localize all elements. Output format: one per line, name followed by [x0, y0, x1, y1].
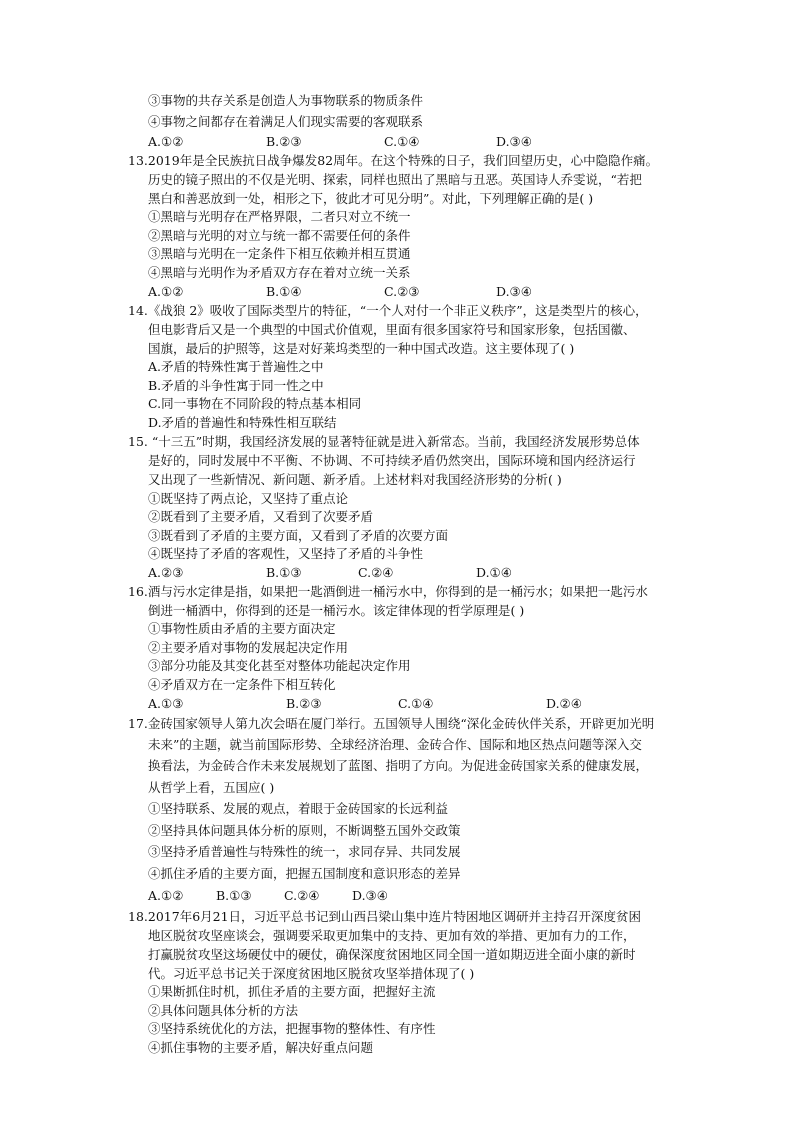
q12-item-4: ④事物之间都存在着满足人们现实需要的客观联系 [148, 114, 424, 129]
q14-option-a[interactable]: A.矛盾的特殊性寓于普遍性之中 [148, 359, 324, 374]
q16-option-a[interactable]: A.①③ [148, 696, 184, 711]
q15-item-3: ③既看到了矛盾的主要方面，又看到了矛盾的次要方面 [148, 528, 449, 543]
q16-stem-line-1: 16.酒与污水定律是指，如果把一匙酒倒进一桶污水中，你得到的是一桶污水；如果把一匙污水 [128, 584, 648, 599]
q13-option-c[interactable]: C.②③ [384, 284, 420, 299]
q17-option-c[interactable]: C.②④ [284, 888, 320, 903]
q17-options [148, 887, 388, 905]
q17-option-d[interactable]: D.③④ [352, 888, 388, 903]
q17-item-4: ④抓住矛盾的主要方面，把握五国制度和意识形态的差异 [148, 866, 461, 881]
q18-item-2: ②具体问题具体分析的方法 [148, 1003, 299, 1018]
q17-option-b[interactable]: B.①③ [216, 888, 252, 903]
q16-option-b[interactable]: B.②③ [286, 696, 322, 711]
q18-stem-line-4: 代。习近平总书记关于深度贫困地区脱贫攻坚举措体现了( ) [148, 966, 475, 981]
q15-stem-line-3: 又出现了一些新情况、新问题、新矛盾。上述材料对我国经济形势的分析( ) [148, 472, 562, 487]
q14-stem-line-1: 14.《战狼 2》吸收了国际类型片的特征，“一个人对付一个非正义秩序”，这是类型片的核心， [128, 303, 648, 318]
q17-stem-line-2: 未来”的主题，就当前国际形势、全球经济治理、金砖合作、国际和地区热点问题等深入交 [148, 737, 642, 752]
q15-stem-line-2: 是好的，同时发展中不平衡、不协调、不可持续矛盾仍然突出，国际环境和国内经济运行 [148, 453, 636, 468]
q12-options [148, 133, 532, 151]
q17-item-3: ③坚持矛盾普遍性与特殊性的统一，求同存异、共同发展 [148, 844, 461, 859]
q16-option-d[interactable]: D.②④ [546, 696, 582, 711]
q17-stem-line-4: 从哲学上看，五国应( ) [148, 780, 275, 795]
q15-option-b[interactable]: B.①③ [266, 565, 302, 580]
q16-options [148, 695, 582, 713]
q13-stem-line-1: 13.2019年是全民族抗日战争爆发82周年。在这个特殊的日子，我们回望历史，心中隐隐作痛。 [128, 153, 659, 168]
q15-item-1: ①既坚持了两点论，又坚持了重点论 [148, 491, 349, 506]
q12-item-3: ③事物的共存关系是创造人为事物联系的物质条件 [148, 93, 424, 108]
q16-item-1: ①事物性质由矛盾的主要方面决定 [148, 621, 336, 636]
q16-item-3: ③部分功能及其变化甚至对整体功能起决定作用 [148, 658, 411, 673]
q17-stem-line-3: 换看法，为金砖合作未来发展规划了蓝图、指明了方向。为促进金砖国家关系的健康发展， [148, 758, 649, 773]
q18-stem-line-1: 18.2017年6月21日，习近平总书记到山西吕梁山集中连片特困地区调研并主持召开深度贫困 [128, 909, 642, 924]
q15-option-c[interactable]: C.②④ [358, 565, 394, 580]
q13-stem-line-2: 历史的镜子照出的不仅是光明、探索，同样也照出了黑暗与丑恶。英国诗人乔雯说，“若把 [148, 172, 642, 187]
q14-stem-line-2: 但电影背后又是一个典型的中国式价值观，里面有很多国家符号和国家形象，包括国徽、 [148, 322, 636, 337]
q13-item-2: ②黑暗与光明的对立与统一都不需要任何的条件 [148, 228, 411, 243]
q18-stem-line-2: 地区脱贫攻坚座谈会，强调要采取更加集中的支持、更加有效的举措、更加有力的工作， [148, 928, 636, 943]
q18-item-4: ④抓住事物的主要矛盾，解决好重点问题 [148, 1040, 374, 1055]
q14-option-d[interactable]: D.矛盾的普遍性和特殊性相互联结 [148, 415, 337, 430]
q15-item-4: ④既坚持了矛盾的客观性，又坚持了矛盾的斗争性 [148, 546, 424, 561]
q13-option-b[interactable]: B.①④ [266, 284, 302, 299]
q12-option-b[interactable]: B.②③ [266, 134, 302, 149]
q16-item-2: ②主要矛盾对事物的发展起决定作用 [148, 640, 349, 655]
q15-option-a[interactable]: A.②③ [148, 565, 184, 580]
q14-option-b[interactable]: B.矛盾的斗争性寓于同一性之中 [148, 378, 324, 393]
q13-option-d[interactable]: D.③④ [496, 284, 532, 299]
q15-option-d[interactable]: D.①④ [476, 565, 512, 580]
q13-options [148, 283, 532, 301]
q13-stem-line-3: 黑白和善恶放到一处，相形之下，彼此才可见分明”。对此，下列理解正确的是( ) [148, 191, 594, 206]
q17-stem-line-1: 17.金砖国家领导人第九次会晤在厦门举行。五国领导人围绕“深化金砖伙伴关系，开辟更加光明 [128, 716, 655, 731]
q13-item-3: ③黑暗与光明在一定条件下相互依赖并相互贯通 [148, 246, 411, 261]
q15-options [148, 564, 512, 582]
q16-stem-line-2: 倒进一桶酒中，你得到的还是一桶污水。该定律体现的哲学原理是( ) [148, 603, 525, 618]
q17-option-a[interactable]: A.①② [148, 888, 184, 903]
q12-option-a[interactable]: A.①② [148, 134, 184, 149]
q14-stem-line-3: 国旗，最后的护照等，这是对好莱坞类型的一种中国式改造。这主要体现了( ) [148, 341, 575, 356]
q13-item-1: ①黑暗与光明存在严格界限，二者只对立不统一 [148, 209, 411, 224]
q15-item-2: ②既看到了主要矛盾，又看到了次要矛盾 [148, 509, 374, 524]
q16-item-4: ④矛盾双方在一定条件下相互转化 [148, 677, 336, 692]
q13-option-a[interactable]: A.①② [148, 284, 184, 299]
q13-item-4: ④黑暗与光明作为矛盾双方存在着对立统一关系 [148, 265, 411, 280]
q12-option-c[interactable]: C.①④ [384, 134, 420, 149]
q16-option-c[interactable]: C.①④ [398, 696, 434, 711]
q18-item-1: ①果断抓住时机，抓住矛盾的主要方面，把握好主流 [148, 984, 436, 999]
q18-stem-line-3: 打赢脱贫攻坚这场硬仗中的硬仗，确保深度贫困地区同全国一道如期迈进全面小康的新时 [148, 947, 636, 962]
q17-item-1: ①坚持联系、发展的观点，着眼于金砖国家的长远利益 [148, 801, 449, 816]
q12-option-d[interactable]: D.③④ [496, 134, 532, 149]
q18-item-3: ③坚持系统优化的方法，把握事物的整体性、有序性 [148, 1021, 436, 1036]
q14-option-c[interactable]: C.同一事物在不同阶段的特点基本相同 [148, 396, 362, 411]
q17-item-2: ②坚持具体问题具体分析的原则，不断调整五国外交政策 [148, 823, 461, 838]
q15-stem-line-1: 15. “十三五”时期，我国经济发展的显著特征就是进入新常态。当前，我国经济发展形势总体 [128, 434, 640, 449]
